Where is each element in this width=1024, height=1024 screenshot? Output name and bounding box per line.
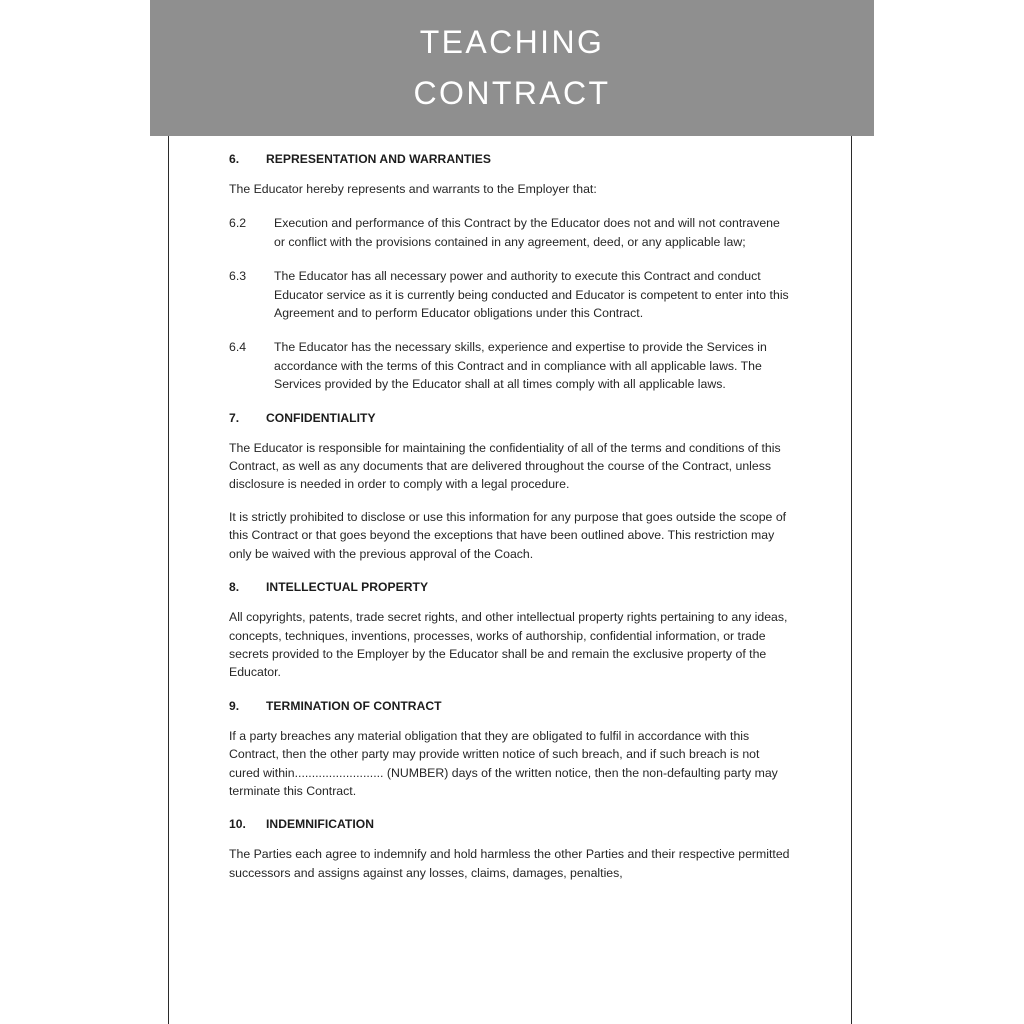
section-title: INTELLECTUAL PROPERTY: [266, 580, 429, 595]
clause-6-3: [229, 267, 791, 322]
section-number: 7.: [229, 410, 240, 425]
section-8-paragraph-1: All copyrights, patents, trade secret rights, and other intellectual property rights pertaining to any ideas, concepts, techniques, inventions, processes, works of authorship, confidential information, or trade secrets provided to the Employer by the Educator shall be and remain the exclusive property of the Educator.: [229, 610, 788, 680]
section-number: 8.: [229, 580, 240, 595]
section-7-paragraph-1: The Educator is responsible for maintaining the confidentiality of all of the terms and conditions of this Contract, as well as any documents that are delivered throughout the course of the Contract, unless disclosure is needed in order to comply with a legal procedure.: [229, 440, 781, 492]
section-heading-7: [229, 411, 791, 425]
document-page: [168, 0, 852, 1024]
section-10-paragraph-1: The Parties each agree to indemnify and hold harmless the other Parties and their respective permitted successors and assigns against any losses, claims, damages, penalties,: [229, 847, 790, 880]
title-line-2: CONTRACT: [413, 75, 611, 111]
clause-6-2: [229, 214, 791, 251]
section-heading-10: [229, 817, 791, 831]
section-title: INDEMNIFICATION: [266, 817, 375, 832]
clause-text: The Educator has all necessary power and authority to execute this Contract and conduct Educator service as it is currently being conducted and Educator is competent to enter into this Agreement and to perform Educator obligations under this Contract.: [274, 269, 789, 321]
clause-text: The Educator has the necessary skills, experience and expertise to provide the Services in accordance with the terms of this Contract and in compliance with all applicable laws. The Services provided by the Educator shall at all times comply with all applicable laws.: [274, 340, 767, 392]
section-heading-9: [229, 699, 791, 713]
document-body: [169, 136, 853, 1024]
clause-text: Execution and performance of this Contract by the Educator does not and will not contravene or conflict with the provisions contained in any agreement, deed, or any applicable law;: [274, 216, 780, 249]
section-6-intro: The Educator hereby represents and warrants to the Employer that:: [229, 182, 597, 196]
section-title: TERMINATION OF CONTRACT: [266, 698, 442, 713]
section-heading-8: [229, 580, 791, 594]
title-line-1: TEACHING: [419, 23, 605, 60]
document-title-banner: [150, 0, 874, 136]
section-heading-6: [229, 152, 791, 166]
clause-6-4: [229, 338, 791, 393]
section-number: 10.: [229, 817, 246, 832]
section-title: REPRESENTATION AND WARRANTIES: [266, 152, 491, 166]
section-7-paragraph-2: It is strictly prohibited to disclose or use this information for any purpose that goes outside the scope of this Contract or that goes beyond the exceptions that have been outlined above. This restriction may only be waived with the previous approval of the Coach.: [229, 509, 787, 561]
clause-number: 6.4: [229, 340, 247, 355]
section-number: 6.: [229, 152, 240, 166]
section-9-paragraph-1: If a party breaches any material obligation that they are obligated to fulfil in accordance with this Contract, then the other party may provide written notice of such breach, and if such breach is not cured within.......................... (NUMBER) days of the written notice, then the non-defaulting party may terminate this Contract.: [229, 728, 778, 798]
section-title: CONFIDENTIALITY: [266, 410, 376, 425]
section-number: 9.: [229, 698, 240, 713]
clause-number: 6.2: [229, 216, 247, 231]
clause-number: 6.3: [229, 269, 247, 284]
